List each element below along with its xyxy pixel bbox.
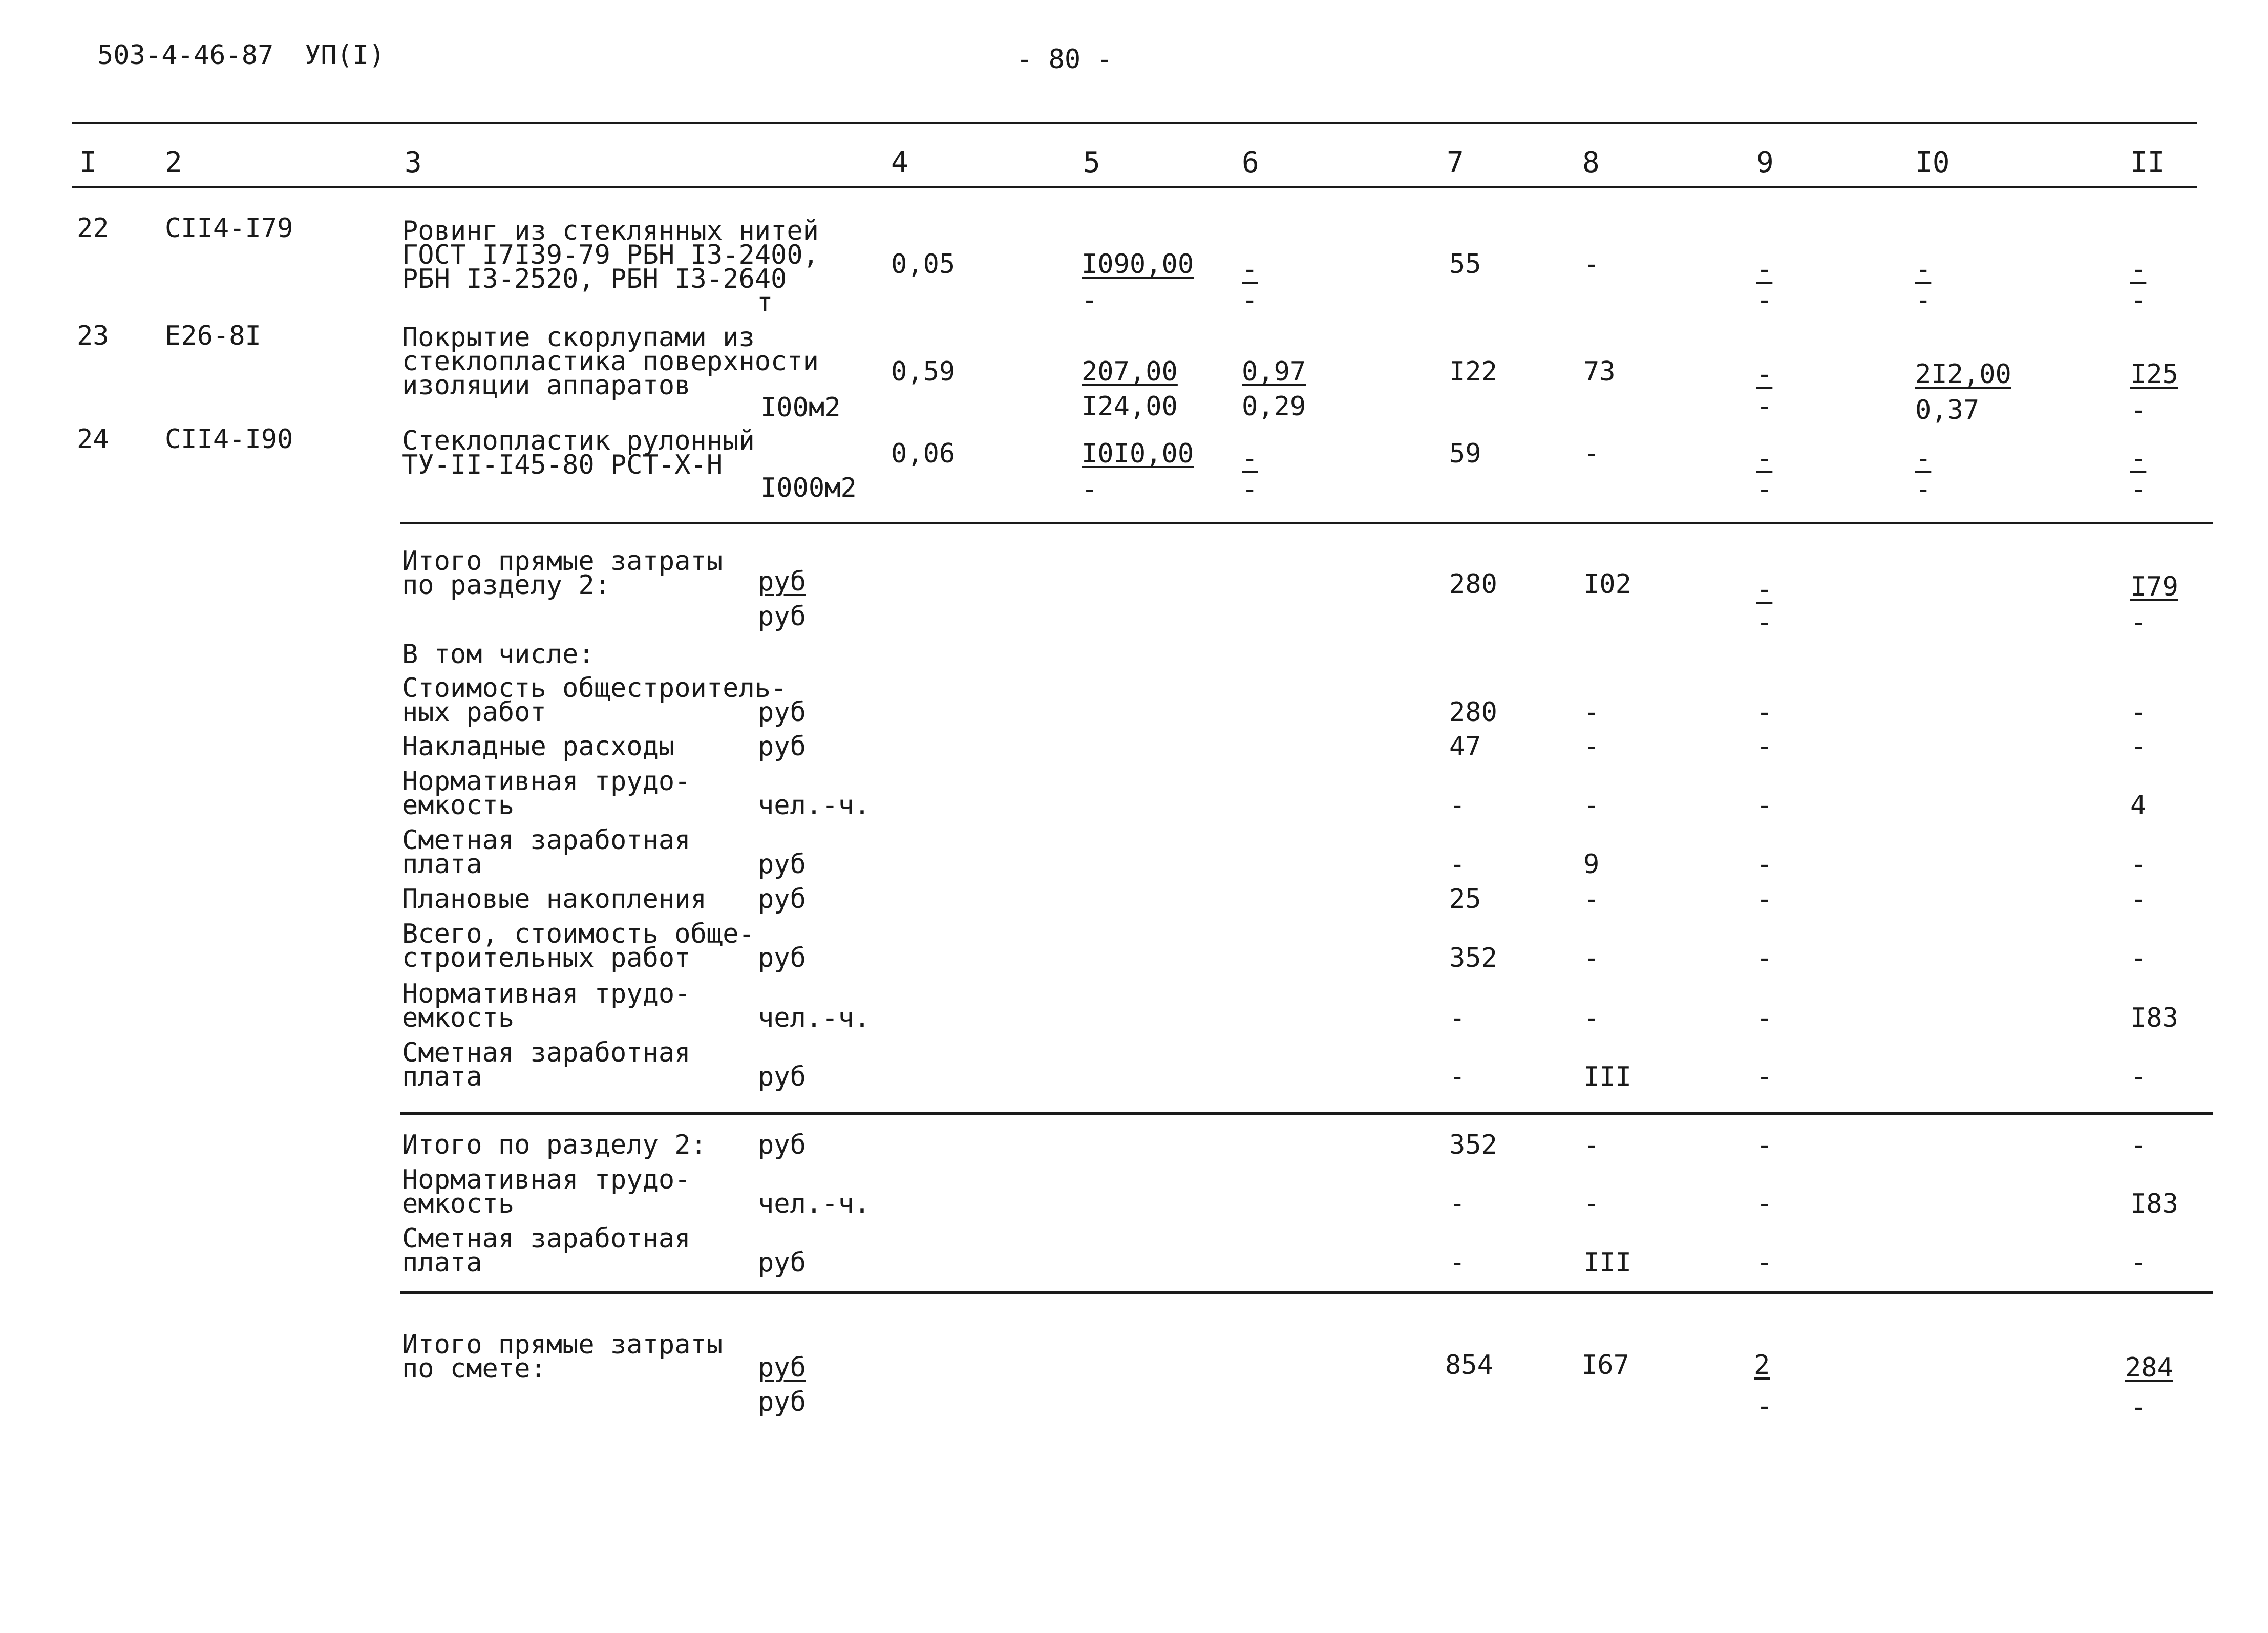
unit-cost-top: I0I0,00 xyxy=(1082,438,1194,469)
column-header-6: 6 xyxy=(1242,146,1259,179)
total-label-line: Итого прямые затраты xyxy=(402,546,723,577)
item-col11: - xyxy=(2130,884,2147,915)
item-col9: - xyxy=(1756,849,1773,880)
item-label-line: емкость xyxy=(402,790,515,821)
item-col9: - xyxy=(1756,884,1773,915)
row-description-line: Стеклопластик рулонный xyxy=(402,426,755,456)
item-col8: - xyxy=(1583,1003,1600,1033)
item-col7: 47 xyxy=(1449,731,1481,762)
item-label-line: плата xyxy=(402,1062,482,1092)
unit-cost-bottom: I24,00 xyxy=(1082,391,1178,422)
item-label-line: Нормативная трудо- xyxy=(402,766,691,797)
page-number: - 80 - xyxy=(1016,44,1113,75)
row-description-line: ГОСТ I7I39-79 РБН I3-2400, xyxy=(402,240,819,270)
total-label-line: по разделу 2: xyxy=(402,570,610,601)
col6-top: - xyxy=(1242,254,1258,285)
row-description-line: ТУ-II-I45-80 РСТ-Х-Н xyxy=(402,450,723,480)
estimate-col11-bottom: - xyxy=(2130,1392,2147,1423)
column-header-4: 4 xyxy=(891,146,908,179)
price-code: СII4-I79 xyxy=(165,213,293,244)
item-col9: - xyxy=(1756,697,1773,728)
total-col9-bottom: - xyxy=(1756,607,1773,638)
item-col11: 4 xyxy=(2130,790,2147,821)
column-header-7: 7 xyxy=(1447,146,1464,179)
col11-bottom: - xyxy=(2130,474,2147,505)
summary-unit: руб xyxy=(758,1130,806,1160)
col11-top: I25 xyxy=(2130,359,2178,390)
item-col11: - xyxy=(2130,731,2147,762)
summary-col7: - xyxy=(1449,1189,1466,1219)
col8-value: - xyxy=(1583,438,1600,469)
col11-bottom: - xyxy=(2130,395,2147,426)
item-col7: - xyxy=(1449,1003,1466,1033)
item-label-line: ных работ xyxy=(402,697,546,728)
estimate-col11-top: 284 xyxy=(2125,1352,2173,1383)
unit-cost-top: I090,00 xyxy=(1082,249,1194,280)
row-quantity: 0,05 xyxy=(891,249,956,280)
section-rule xyxy=(400,522,2213,524)
item-col7: - xyxy=(1449,1062,1466,1092)
column-header-9: 9 xyxy=(1756,146,1774,179)
item-col8: III xyxy=(1583,1062,1631,1092)
item-label-line: емкость xyxy=(402,1003,515,1033)
summary-label-line: плата xyxy=(402,1247,482,1278)
col10-bottom: - xyxy=(1915,285,1932,315)
section-rule xyxy=(400,1291,2213,1294)
col9-bottom: - xyxy=(1756,285,1773,315)
col11-bottom: - xyxy=(2130,285,2147,315)
col6-bottom: 0,29 xyxy=(1242,391,1306,422)
total-col7: 280 xyxy=(1449,569,1497,600)
document-code: 503-4-46-87 xyxy=(97,40,274,71)
col10-bottom: 0,37 xyxy=(1915,395,1980,426)
item-label-line: строительных работ xyxy=(402,943,691,973)
estimate-unit-top: руб xyxy=(758,1352,806,1383)
summary-col9: - xyxy=(1756,1189,1773,1219)
top-rule xyxy=(72,122,2197,124)
row-description-line: Ровинг из стеклянных нитей xyxy=(402,216,819,246)
row-quantity: 0,59 xyxy=(891,356,956,387)
unit-cost-bottom: - xyxy=(1082,474,1098,505)
row-unit: I00м2 xyxy=(760,392,841,423)
item-label-line: Стоимость общестроитель- xyxy=(402,673,787,704)
item-unit: руб xyxy=(758,1062,806,1092)
header-rule xyxy=(72,186,2197,188)
summary-label-line: Сметная заработная xyxy=(402,1223,691,1254)
estimate-unit-bottom: руб xyxy=(758,1387,806,1417)
col7-value: 59 xyxy=(1449,438,1481,469)
row-number: 23 xyxy=(77,321,109,351)
summary-col8: III xyxy=(1583,1247,1631,1278)
including-label: В том числе: xyxy=(402,639,595,670)
summary-unit: руб xyxy=(758,1247,806,1278)
item-unit: руб xyxy=(758,697,806,728)
item-col7: 352 xyxy=(1449,943,1497,973)
estimate-col7: 854 xyxy=(1445,1350,1493,1381)
item-label-line: Всего, стоимость обще- xyxy=(402,919,755,949)
item-col11: - xyxy=(2130,1062,2147,1092)
summary-col9: - xyxy=(1756,1130,1773,1160)
summary-col11: I83 xyxy=(2130,1189,2178,1219)
col9-top: - xyxy=(1756,254,1773,285)
total-unit-top: руб xyxy=(758,566,806,597)
col6-top: 0,97 xyxy=(1242,356,1306,387)
col10-top: - xyxy=(1915,254,1932,285)
item-col8: 9 xyxy=(1583,849,1600,880)
item-label-line: Плановые накопления xyxy=(402,884,707,915)
item-col11: - xyxy=(2130,849,2147,880)
item-col9: - xyxy=(1756,790,1773,821)
row-quantity: 0,06 xyxy=(891,438,956,469)
item-col8: - xyxy=(1583,731,1600,762)
col9-bottom: - xyxy=(1756,391,1773,422)
item-col11: I83 xyxy=(2130,1003,2178,1033)
estimate-label-line: по смете: xyxy=(402,1353,546,1384)
column-header-11: II xyxy=(2130,146,2165,179)
row-number: 24 xyxy=(77,424,109,455)
col9-bottom: - xyxy=(1756,474,1773,505)
col10-top: - xyxy=(1915,443,1932,474)
summary-col7: 352 xyxy=(1449,1130,1497,1160)
column-header-10: I0 xyxy=(1915,146,1950,179)
summary-label-line: Итого по разделу 2: xyxy=(402,1130,707,1160)
summary-unit: чел.-ч. xyxy=(758,1189,871,1219)
total-col11-top: I79 xyxy=(2130,571,2178,602)
unit-cost-bottom: - xyxy=(1082,285,1098,315)
col10-top: 2I2,00 xyxy=(1915,359,2011,390)
col9-top: - xyxy=(1756,359,1773,390)
item-col7: 25 xyxy=(1449,884,1481,915)
price-code: СII4-I90 xyxy=(165,424,293,455)
item-col9: - xyxy=(1756,1062,1773,1092)
item-unit: руб xyxy=(758,731,806,762)
summary-col8: - xyxy=(1583,1189,1600,1219)
total-unit-bottom: руб xyxy=(758,601,806,632)
col8-value: 73 xyxy=(1583,356,1616,387)
item-col8: - xyxy=(1583,884,1600,915)
item-col9: - xyxy=(1756,1003,1773,1033)
row-unit: I000м2 xyxy=(760,473,857,503)
column-header-2: 2 xyxy=(165,146,182,179)
item-label-line: Сметная заработная xyxy=(402,1037,691,1068)
estimate-col8: I67 xyxy=(1581,1350,1629,1381)
col7-value: 55 xyxy=(1449,249,1481,280)
item-unit: чел.-ч. xyxy=(758,1003,871,1033)
item-unit: руб xyxy=(758,849,806,880)
row-description-line: изоляции аппаратов xyxy=(402,370,691,401)
col6-bottom: - xyxy=(1242,474,1258,505)
total-col9-top: - xyxy=(1756,574,1773,605)
column-header-5: 5 xyxy=(1083,146,1100,179)
col11-top: - xyxy=(2130,254,2147,285)
estimate-col9-top: 2 xyxy=(1754,1350,1770,1381)
item-unit: руб xyxy=(758,884,806,915)
unit-cost-top: 207,00 xyxy=(1082,356,1178,387)
column-header-8: 8 xyxy=(1582,146,1600,179)
item-col11: - xyxy=(2130,943,2147,973)
summary-col7: - xyxy=(1449,1247,1466,1278)
summary-col9: - xyxy=(1756,1247,1773,1278)
summary-label-line: емкость xyxy=(402,1189,515,1219)
item-label-line: Накладные расходы xyxy=(402,731,675,762)
estimate-label-line: Итого прямые затраты xyxy=(402,1329,723,1360)
summary-col11: - xyxy=(2130,1247,2147,1278)
col10-bottom: - xyxy=(1915,474,1932,505)
section-rule xyxy=(400,1112,2213,1115)
row-unit: т xyxy=(757,287,773,318)
item-unit: чел.-ч. xyxy=(758,790,871,821)
item-col11: - xyxy=(2130,697,2147,728)
item-col8: - xyxy=(1583,697,1600,728)
col9-top: - xyxy=(1756,443,1773,474)
item-col7: 280 xyxy=(1449,697,1497,728)
item-label-line: Нормативная трудо- xyxy=(402,979,691,1009)
estimate-col9-bottom: - xyxy=(1756,1391,1773,1422)
item-col7: - xyxy=(1449,849,1466,880)
column-header-1: I xyxy=(79,146,97,179)
col6-top: - xyxy=(1242,443,1258,474)
col8-value: - xyxy=(1583,249,1600,280)
item-col7: - xyxy=(1449,790,1466,821)
col6-bottom: - xyxy=(1242,285,1258,315)
summary-label-line: Нормативная трудо- xyxy=(402,1164,691,1195)
item-col8: - xyxy=(1583,790,1600,821)
price-code: Е26-8I xyxy=(165,321,261,351)
item-col9: - xyxy=(1756,731,1773,762)
item-label-line: Сметная заработная xyxy=(402,825,691,856)
item-col8: - xyxy=(1583,943,1600,973)
row-description-line: РБН I3-2520, РБН I3-2640 xyxy=(402,264,787,294)
col7-value: I22 xyxy=(1449,356,1497,387)
row-description-line: стеклопластика поверхности xyxy=(402,346,819,377)
summary-col8: - xyxy=(1583,1130,1600,1160)
row-description-line: Покрытие скорлупами из xyxy=(402,322,755,353)
item-label-line: плата xyxy=(402,849,482,880)
item-unit: руб xyxy=(758,943,806,973)
sheet-code: УП(I) xyxy=(305,40,385,71)
col11-top: - xyxy=(2130,443,2147,474)
row-number: 22 xyxy=(77,213,109,244)
summary-col11: - xyxy=(2130,1130,2147,1160)
column-header-3: 3 xyxy=(405,146,422,179)
total-col8: I02 xyxy=(1583,569,1631,600)
item-col9: - xyxy=(1756,943,1773,973)
total-col11-bottom: - xyxy=(2130,607,2147,638)
